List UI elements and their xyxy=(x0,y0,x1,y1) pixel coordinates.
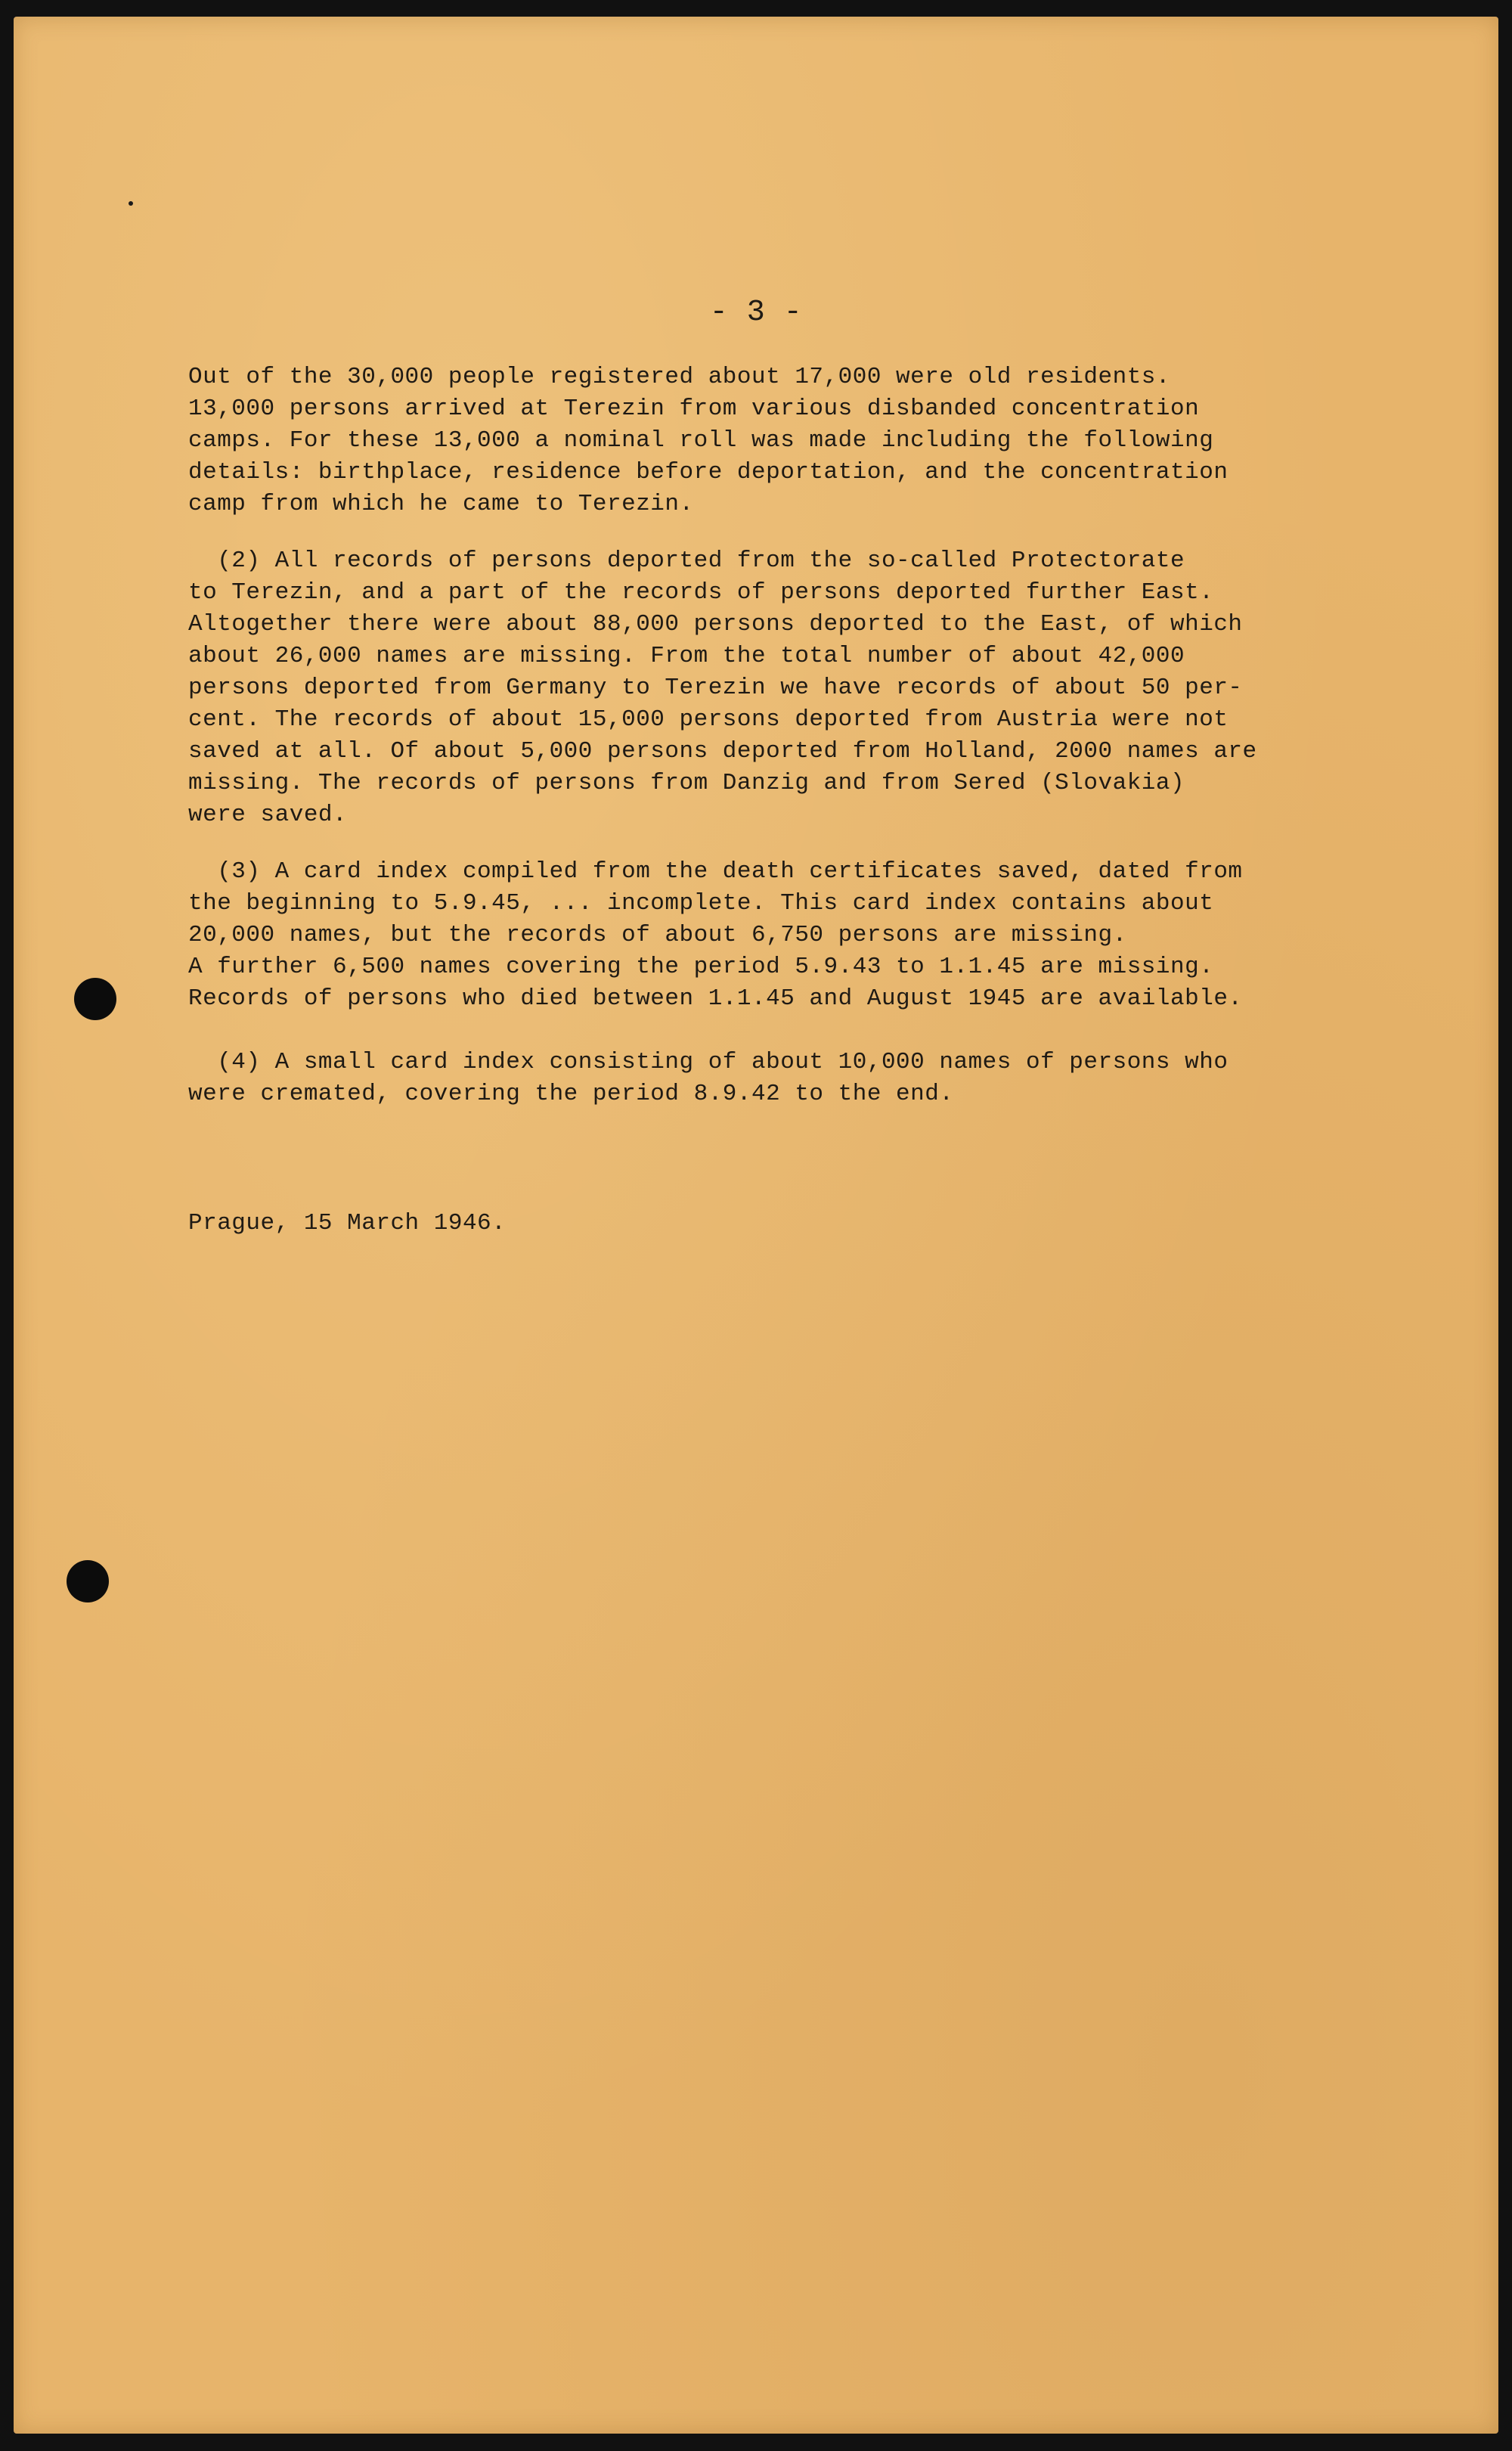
paragraph-line: details: birthplace, residence before deportation, and the concentration xyxy=(188,459,1228,486)
page-number: - 3 - xyxy=(709,296,803,330)
punch-hole-bottom xyxy=(67,1560,109,1602)
paragraph-line: camp from which he came to Terezin. xyxy=(188,491,694,517)
paragraph-line: Altogether there were about 88,000 persons deported to the East, of which xyxy=(188,611,1243,638)
paragraph-line: Records of persons who died between 1.1.45 and August 1945 are available. xyxy=(188,985,1243,1012)
paragraph-4-cremation-index xyxy=(188,1047,1368,1110)
punch-hole-top xyxy=(74,978,116,1020)
paragraph-line: A further 6,500 names covering the period 5.9.43 to 1.1.45 are missing. xyxy=(188,954,1214,980)
paragraph-line: persons deported from Germany to Terezin we have records of about 50 per- xyxy=(188,675,1243,701)
paragraph-line: 13,000 persons arrived at Terezin from various disbanded concentration xyxy=(188,396,1200,422)
paragraph-line: (4) A small card index consisting of about 10,000 names of persons who xyxy=(188,1049,1228,1075)
paragraph-2-protectorate-records xyxy=(188,545,1368,831)
ink-speck xyxy=(129,201,133,206)
paragraph-line: to Terezin, and a part of the records of persons deported further East. xyxy=(188,579,1214,606)
paragraph-line: (3) A card index compiled from the death certificates saved, dated from xyxy=(188,858,1243,885)
paragraph-line: camps. For these 13,000 a nominal roll was made including the following xyxy=(188,427,1214,454)
paragraph-line: Out of the 30,000 people registered about 17,000 were old residents. xyxy=(188,364,1171,390)
paragraph-line: 20,000 names, but the records of about 6,750 persons are missing. xyxy=(188,922,1127,948)
paragraph-line: the beginning to 5.9.45, ... incomplete. This card index contains about xyxy=(188,890,1214,917)
paragraph-line: about 26,000 names are missing. From the total number of about 42,000 xyxy=(188,643,1185,669)
paragraph-3-death-certificate-index xyxy=(188,856,1368,1015)
place-and-date: Prague, 15 March 1946. xyxy=(188,1210,507,1236)
paragraph-line: saved at all. Of about 5,000 persons deported from Holland, 2000 names are xyxy=(188,738,1257,765)
paragraph-line: (2) All records of persons deported from the so-called Protectorate xyxy=(188,548,1185,574)
paragraph-line: were saved. xyxy=(188,802,348,828)
paragraph-line: missing. The records of persons from Danzig and from Sered (Slovakia) xyxy=(188,770,1185,796)
paragraph-line: cent. The records of about 15,000 persons deported from Austria were not xyxy=(188,706,1228,733)
paragraph-line: were cremated, covering the period 8.9.42 to the end. xyxy=(188,1081,954,1107)
paragraph-1 xyxy=(188,361,1368,520)
